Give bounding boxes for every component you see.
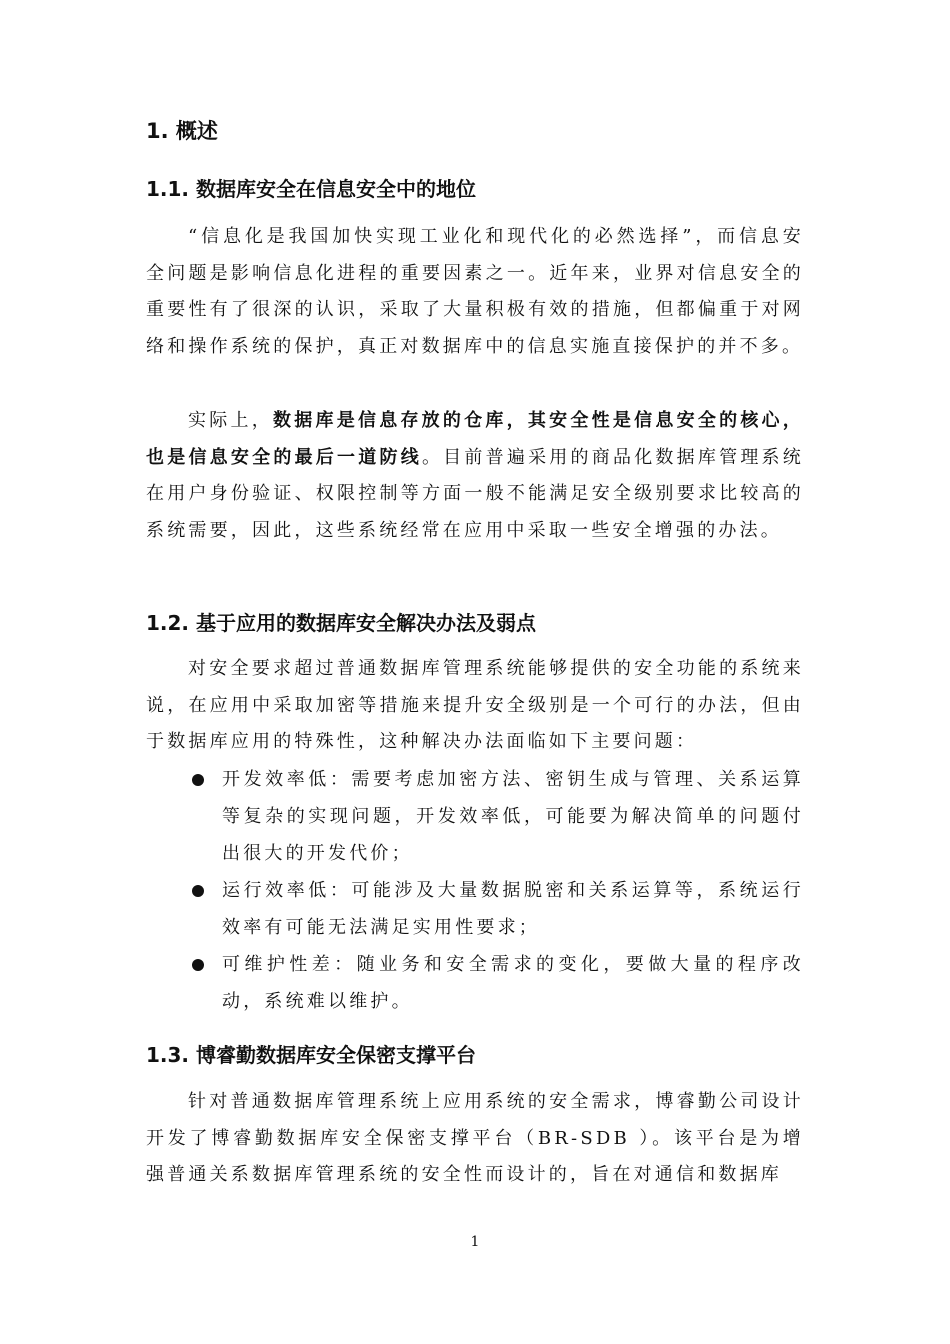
- list-item-text: 开发效率低：需要考虑加密方法、密钥生成与管理、关系运算等复杂的实现问题，开发效率低，可能要为解决简单的问题付出很大的开发代价；: [222, 769, 804, 864]
- list-item: [146, 761, 804, 872]
- paragraph-1-1-a: “信息化是我国加快实现工业化和现代化的必然选择”，而信息安全问题是影响信息化进程的重要因素之一。近年来，业界对信息安全的重要性有了很深的认识，采取了大量积极有效的措施，但都偏重于对网络和操作系统的保护，真正对数据库中的信息实施直接保护的并不多。: [146, 226, 804, 357]
- page-number: 1: [470, 1234, 480, 1250]
- heading-section-1-1: 1.1. 数据库安全在信息安全中的地位: [146, 177, 476, 201]
- heading-section-1-3: 1.3. 博睿勤数据库安全保密支撑平台: [146, 1043, 476, 1067]
- problem-list: [146, 761, 804, 1020]
- list-item: [146, 872, 804, 946]
- list-item-text: 运行效率低：可能涉及大量数据脱密和关系运算等，系统运行效率有可能无法满足实用性要求；: [222, 880, 804, 938]
- paragraph-1-1-b: [146, 403, 804, 549]
- list-item-text: 可维护性差：随业务和安全需求的变化，要做大量的程序改动，系统难以维护。: [222, 954, 804, 1012]
- heading-section-1: 1. 概述: [146, 119, 218, 143]
- list-item: [146, 946, 804, 1020]
- paragraph-1-2-a: 对安全要求超过普通数据库管理系统能够提供的安全功能的系统来说，在应用中采取加密等措施来提升安全级别是一个可行的办法，但由于数据库应用的特殊性，这种解决办法面临如下主要问题：: [146, 658, 804, 752]
- bullet-dot-icon: [192, 774, 204, 786]
- paragraph-1-3-a: 针对普通数据库管理系统上应用系统的安全需求，博睿勤公司设计开发了博睿勤数据库安全保密支撑平台（BR-SDB ）。该平台是为增强普通关系数据库管理系统的安全性而设计的，旨在对通信和数据库: [146, 1091, 804, 1185]
- paragraph-rest-text: 。目前普遍采用的商品化数据库管理系统在用户身份验证、权限控制等方面一般不能满足安全级别要求比较高的系统需要，因此，这些系统经常在应用中采取一些安全增强的办法。: [146, 446, 804, 541]
- paragraph-bold-text: 数据库是信息存放的仓库，其安全性是信息安全的核心，也是信息安全的最后一道防线: [146, 410, 804, 468]
- paragraph-lead-text: 实际上，: [188, 410, 273, 431]
- heading-section-1-2: 1.2. 基于应用的数据库安全解决办法及弱点: [146, 611, 536, 635]
- bullet-dot-icon: [192, 959, 204, 971]
- bullet-dot-icon: [192, 885, 204, 897]
